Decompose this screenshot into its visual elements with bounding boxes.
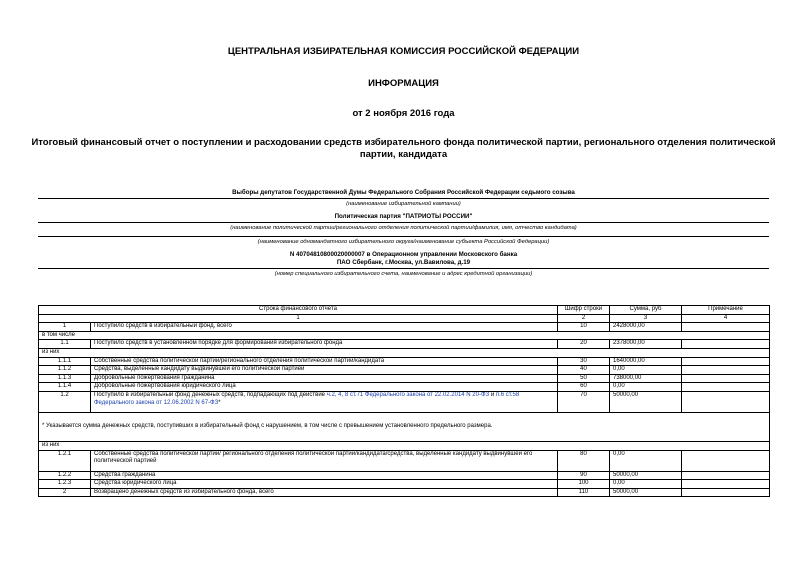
row-name: Добровольные пожертвования юридического лица xyxy=(91,383,558,392)
row-number: 1.2.3 xyxy=(39,480,91,489)
header-code: Шифр строки xyxy=(558,306,610,315)
law-link-58[interactable]: п.6 ст.58 Федерального закона от 12.06.2002 N 67-ФЗ xyxy=(94,391,520,406)
row-note xyxy=(682,450,770,471)
row-number: 1.2.1 xyxy=(39,450,91,471)
header-number: 1 xyxy=(39,314,558,323)
divider xyxy=(38,222,769,223)
campaign-caption: (наименование избирательной кампании) xyxy=(346,201,461,207)
table-row xyxy=(39,488,770,497)
row-name: Поступило средств в установленном порядке для формирования избирательного фонда xyxy=(91,340,558,349)
row-name xyxy=(91,391,558,412)
row-code: 20 xyxy=(558,340,610,349)
row-name-text: и xyxy=(489,391,496,398)
campaign-name: Выборы депутатов Государственной Думы Федерального Собрания Российской Федерации седьмого созыва xyxy=(232,189,575,196)
row-note xyxy=(682,391,770,412)
row-name-text: * xyxy=(218,399,221,406)
row-name: Возвращено денежных средств из избирательного фонда, всего xyxy=(91,488,558,497)
row-name: Поступило средств в избирательный фонд, всего xyxy=(91,323,558,332)
divider xyxy=(38,268,769,269)
row-name: Собственные средства политической партии/ регионального отделения политической партии/кандидата/средства, выделенные кандидату выдвинувшей его политической партией xyxy=(91,450,558,471)
doc-date: от 2 ноября 2016 года xyxy=(352,108,455,119)
table-header-row xyxy=(39,306,770,315)
table-row xyxy=(39,366,770,375)
row-code: 40 xyxy=(558,366,610,375)
row-number: 1.1 xyxy=(39,340,91,349)
table-row xyxy=(39,357,770,366)
header-line-name: Строка финансового отчета xyxy=(39,306,558,315)
table-row xyxy=(39,480,770,489)
section-label-row xyxy=(39,348,770,357)
party-caption: (наименование политической партии/регионального отделения политической партии/фамилия, имя, отчество кандидата) xyxy=(230,225,577,231)
row-sum: 0,00 xyxy=(610,450,682,471)
section-label: из них xyxy=(39,441,770,450)
row-number: 1.1.3 xyxy=(39,374,91,383)
row-number: 1.2.2 xyxy=(39,471,91,480)
row-note xyxy=(682,488,770,497)
account-caption: (номер специального избирательного счета, наименование и адрес кредитной организации) xyxy=(274,271,533,277)
row-note xyxy=(682,340,770,349)
divider xyxy=(38,198,769,199)
table-row xyxy=(39,374,770,383)
row-sum: 2428000,00 xyxy=(610,323,682,332)
row-sum: 0,00 xyxy=(610,480,682,489)
row-number: 1.1.2 xyxy=(39,366,91,375)
account-line2: ПАО Сбербанк, г.Москва, ул.Вавилова, д.19 xyxy=(336,259,471,266)
row-name: Средства гражданина xyxy=(91,471,558,480)
row-code: 50 xyxy=(558,374,610,383)
financial-report-table xyxy=(38,305,770,497)
row-note xyxy=(682,383,770,392)
footnote-row xyxy=(39,412,770,441)
row-code: 60 xyxy=(558,383,610,392)
row-number: 2 xyxy=(39,488,91,497)
table-row xyxy=(39,450,770,471)
table-header-numbers-row xyxy=(39,314,770,323)
row-note xyxy=(682,480,770,489)
table-row xyxy=(39,471,770,480)
header-note: Примечание xyxy=(682,306,770,315)
row-number: 1.1.1 xyxy=(39,357,91,366)
account-line1: N 40704810800020000007 в Операционном управлении Московского банка xyxy=(289,251,518,258)
row-number: 1.1.4 xyxy=(39,383,91,392)
row-sum: 738000,00 xyxy=(610,374,682,383)
row-name: Средства юридического лица xyxy=(91,480,558,489)
header-number: 3 xyxy=(610,314,682,323)
row-sum: 50000,00 xyxy=(610,391,682,412)
section-label-row xyxy=(39,441,770,450)
row-number: 1 xyxy=(39,323,91,332)
footnote: * Указывается сумма денежных средств, поступивших в избирательный фонд с нарушением, в том числе с превышением установленного предельного размера. xyxy=(39,412,770,441)
row-note xyxy=(682,366,770,375)
header-number: 2 xyxy=(558,314,610,323)
law-link-71[interactable]: ч.2, 4, 8 ст.71 Федерального закона от 22.02.2014 N 20-ФЗ xyxy=(326,391,490,398)
divider xyxy=(38,236,769,237)
row-name: Добровольные пожертвования гражданина xyxy=(91,374,558,383)
row-code: 80 xyxy=(558,450,610,471)
row-code: 100 xyxy=(558,480,610,489)
row-name-text: Поступило в избирательный фонд денежных средств, подпадающих под действие xyxy=(94,391,327,398)
row-name: Собственные средства политической партии/регионального отделения политической партии/кандидата xyxy=(91,357,558,366)
row-note xyxy=(682,374,770,383)
report-title-line2: партии, кандидата xyxy=(359,149,448,160)
row-code: 70 xyxy=(558,391,610,412)
section-label: в том числе xyxy=(39,331,770,340)
row-sum: 1640000,00 xyxy=(610,357,682,366)
row-sum: 50000,00 xyxy=(610,488,682,497)
party-name: Политическая партия "ПАТРИОТЫ РОССИИ" xyxy=(334,213,473,220)
table-row xyxy=(39,383,770,392)
report-title-line1: Итоговый финансовый отчет о поступлении и расходовании средств избирательного фонда политической партии, регионального отделения политической xyxy=(31,137,776,148)
row-code: 30 xyxy=(558,357,610,366)
row-sum: 2378000,00 xyxy=(610,340,682,349)
section-label: из них xyxy=(39,348,770,357)
header-number: 4 xyxy=(682,314,770,323)
doc-type: ИНФОРМАЦИЯ xyxy=(368,78,439,89)
row-code: 90 xyxy=(558,471,610,480)
district-caption: (наименование одномандатного избирательного округа/наименование субъекта Российской Федерации) xyxy=(257,239,550,245)
row-name: Средства, выделенные кандидату выдвинувшей его политической партией xyxy=(91,366,558,375)
section-label-row xyxy=(39,331,770,340)
table-row xyxy=(39,323,770,332)
row-code: 110 xyxy=(558,488,610,497)
row-note xyxy=(682,471,770,480)
row-sum: 50000,00 xyxy=(610,471,682,480)
commission-title: ЦЕНТРАЛЬНАЯ ИЗБИРАТЕЛЬНАЯ КОМИССИЯ РОССИЙСКОЙ ФЕДЕРАЦИИ xyxy=(227,46,580,57)
table-row xyxy=(39,391,770,412)
report-title xyxy=(0,137,807,161)
table-row xyxy=(39,340,770,349)
row-sum: 0,00 xyxy=(610,366,682,375)
row-sum: 0,00 xyxy=(610,383,682,392)
row-code: 10 xyxy=(558,323,610,332)
row-note xyxy=(682,323,770,332)
header-sum: Сумма, руб xyxy=(610,306,682,315)
row-number: 1.2 xyxy=(39,391,91,412)
row-note xyxy=(682,357,770,366)
